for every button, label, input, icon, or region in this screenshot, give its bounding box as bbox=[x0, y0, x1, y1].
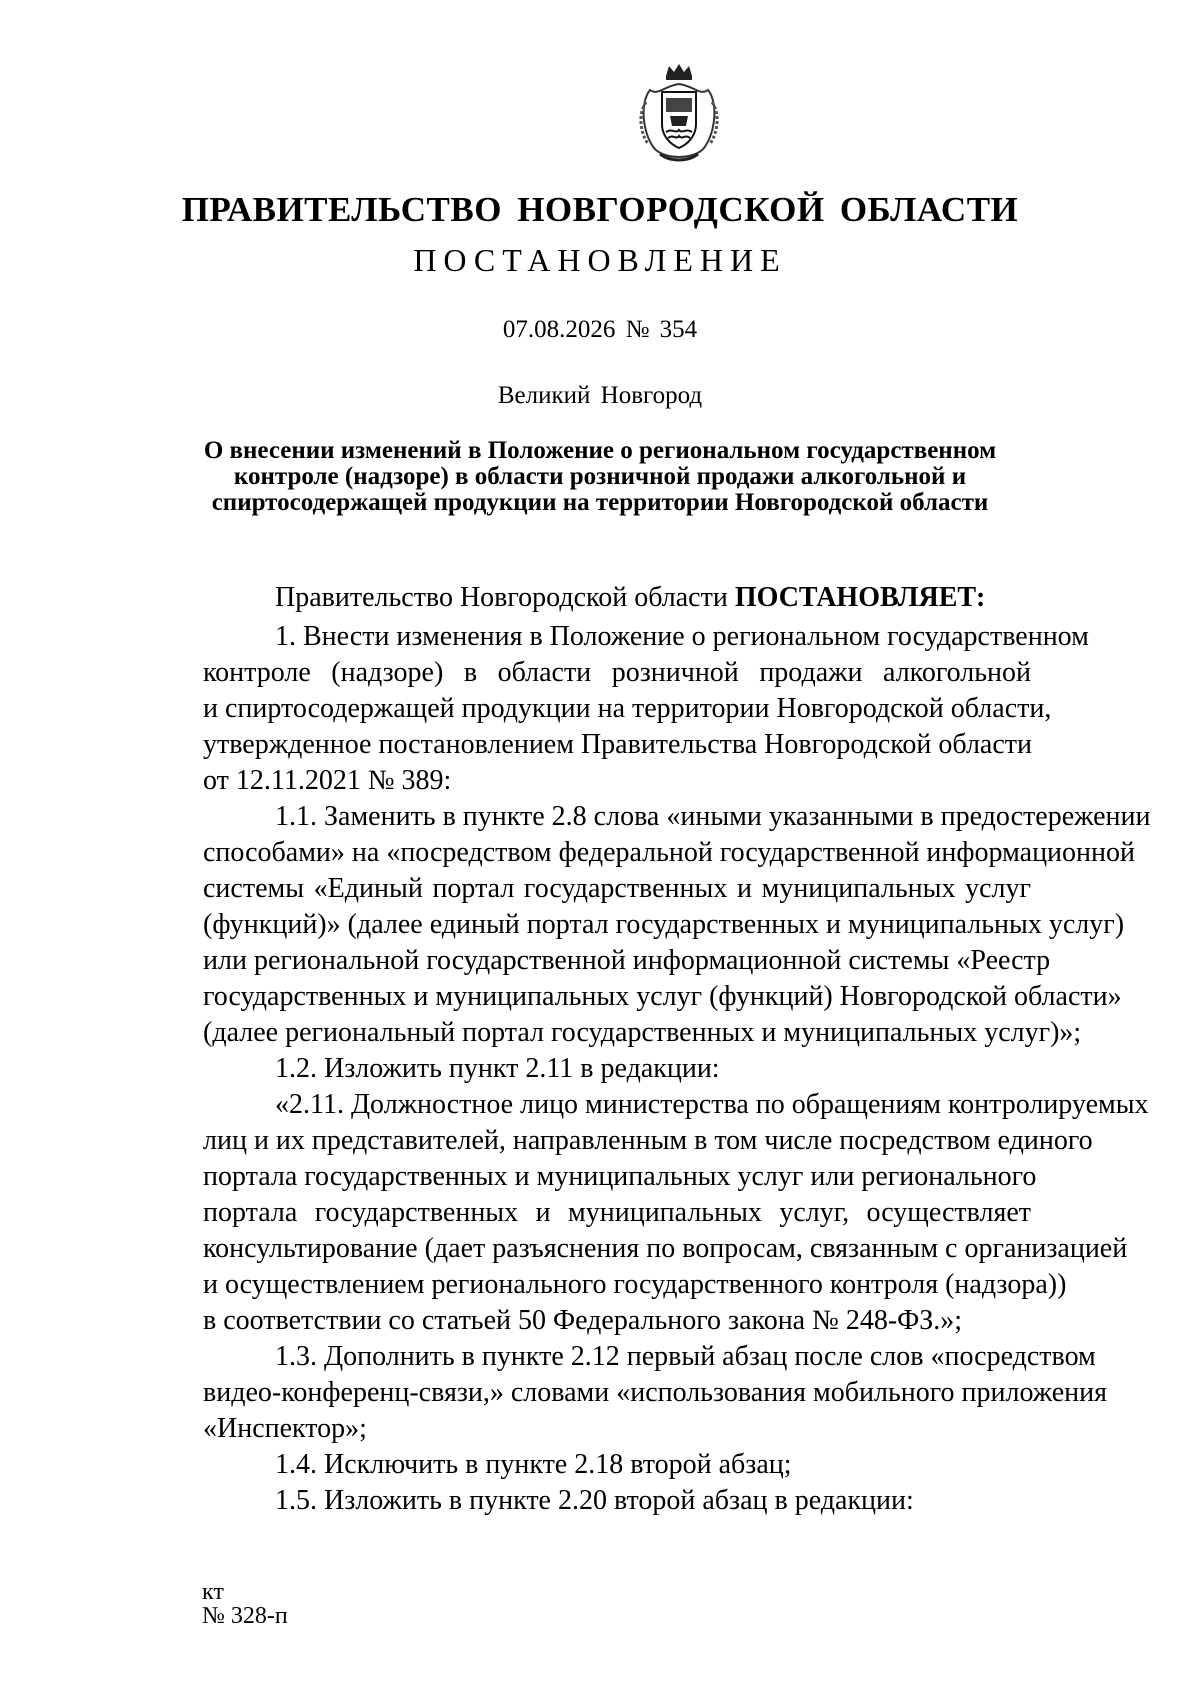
paragraph bbox=[203, 1087, 1149, 1339]
paragraph bbox=[203, 1051, 1031, 1087]
paragraph-line: утвержденное постановлением Правительства Новгородской области bbox=[203, 729, 1033, 760]
subject-line: О внесении изменений в Положение о региональном государственном bbox=[203, 437, 997, 464]
paragraph-line: и спиртосодержащей продукции на территории Новгородской области, bbox=[203, 693, 1052, 724]
paragraph-line: системы «Единый портал государственных и муниципальных услуг bbox=[203, 873, 1031, 904]
document-type: ПОСТАНОВЛЕНИЕ bbox=[413, 242, 787, 278]
paragraph-line: (далее региональный портал государственных и муниципальных услуг)»; bbox=[203, 1017, 1082, 1048]
paragraph-line: консультирование (дает разъяснения по вопросам, связанным с организацией bbox=[203, 1233, 1128, 1264]
paragraph-line: 1.1. Заменить в пункте 2.8 слова «иными указанными в предостережении bbox=[275, 801, 1151, 832]
document-footer bbox=[202, 1580, 288, 1628]
paragraph-line: 1.3. Дополнить в пункте 2.12 первый абзац после слов «посредством bbox=[275, 1341, 1096, 1372]
coat-of-arms-emblem bbox=[636, 62, 722, 166]
document-date-number: 07.08.2026 № 354 bbox=[502, 316, 698, 343]
footer-reference: № 328-п bbox=[202, 1603, 288, 1629]
subject-line: контроле (надзоре) в области розничной продажи алкогольной и bbox=[233, 463, 967, 490]
paragraph-line: лиц и их представителей, направленным в том числе посредством единого bbox=[203, 1125, 1093, 1156]
document-place: Великий Новгород bbox=[497, 382, 703, 409]
subject-line: спиртосодержащей продукции на территории Новгородской области bbox=[211, 489, 989, 516]
paragraph-line: 1.4. Исключить в пункте 2.18 второй абзац; bbox=[275, 1449, 792, 1480]
organization-title: ПРАВИТЕЛЬСТВО НОВГОРОДСКОЙ ОБЛАСТИ bbox=[181, 190, 1019, 229]
intro-decree-word: ПОСТАНОВЛЯЕТ: bbox=[734, 582, 986, 613]
paragraph-line: (функций)» (далее единый портал государственных и муниципальных услуг) bbox=[203, 909, 1125, 940]
paragraph bbox=[203, 619, 1089, 799]
paragraph-line: от 12.11.2021 № 389: bbox=[203, 765, 452, 796]
paragraph-line: портала государственных и муниципальных услуг, осуществляет bbox=[203, 1197, 1031, 1228]
paragraph-line: «Инспектор»; bbox=[203, 1413, 367, 1444]
paragraph-line: видео-конференц-связи,» словами «использования мобильного приложения bbox=[203, 1377, 1107, 1408]
paragraph-line: контроле (надзоре) в области розничной продажи алкогольной bbox=[203, 657, 1031, 688]
intro-text: Правительство Новгородской области bbox=[275, 582, 735, 613]
paragraph-line: 1.5. Изложить в пункте 2.20 второй абзац в редакции: bbox=[275, 1485, 914, 1516]
paragraph-line: и осуществлением регионального государственного контроля (надзора)) bbox=[203, 1269, 1067, 1300]
paragraph-line: 1.2. Изложить пункт 2.11 в редакции: bbox=[275, 1053, 720, 1084]
paragraph-line: способами» на «посредством федеральной государственной информационной bbox=[203, 837, 1135, 868]
paragraph-line: или региональной государственной информационной системы «Реестр bbox=[203, 945, 1051, 976]
paragraph bbox=[203, 1447, 1031, 1483]
paragraph bbox=[203, 1339, 1107, 1447]
paragraph-line: 1. Внести изменения в Положение о региональном государственном bbox=[275, 621, 1089, 652]
paragraph bbox=[203, 799, 1151, 1051]
paragraph-line: государственных и муниципальных услуг (функций) Новгородской области» bbox=[203, 981, 1122, 1012]
paragraph-line: «2.11. Должностное лицо министерства по обращениям контролируемых bbox=[275, 1089, 1149, 1120]
document-body bbox=[203, 619, 1151, 1519]
intro-sentence bbox=[275, 580, 985, 616]
footer-initials: кт bbox=[202, 1579, 224, 1605]
paragraph-line: в соответствии со статьей 50 Федерального закона № 248-ФЗ.»; bbox=[203, 1305, 963, 1336]
paragraph bbox=[203, 1483, 1031, 1519]
paragraph-line: портала государственных и муниципальных услуг или регионального bbox=[203, 1161, 1037, 1192]
document-subject bbox=[200, 438, 1000, 516]
